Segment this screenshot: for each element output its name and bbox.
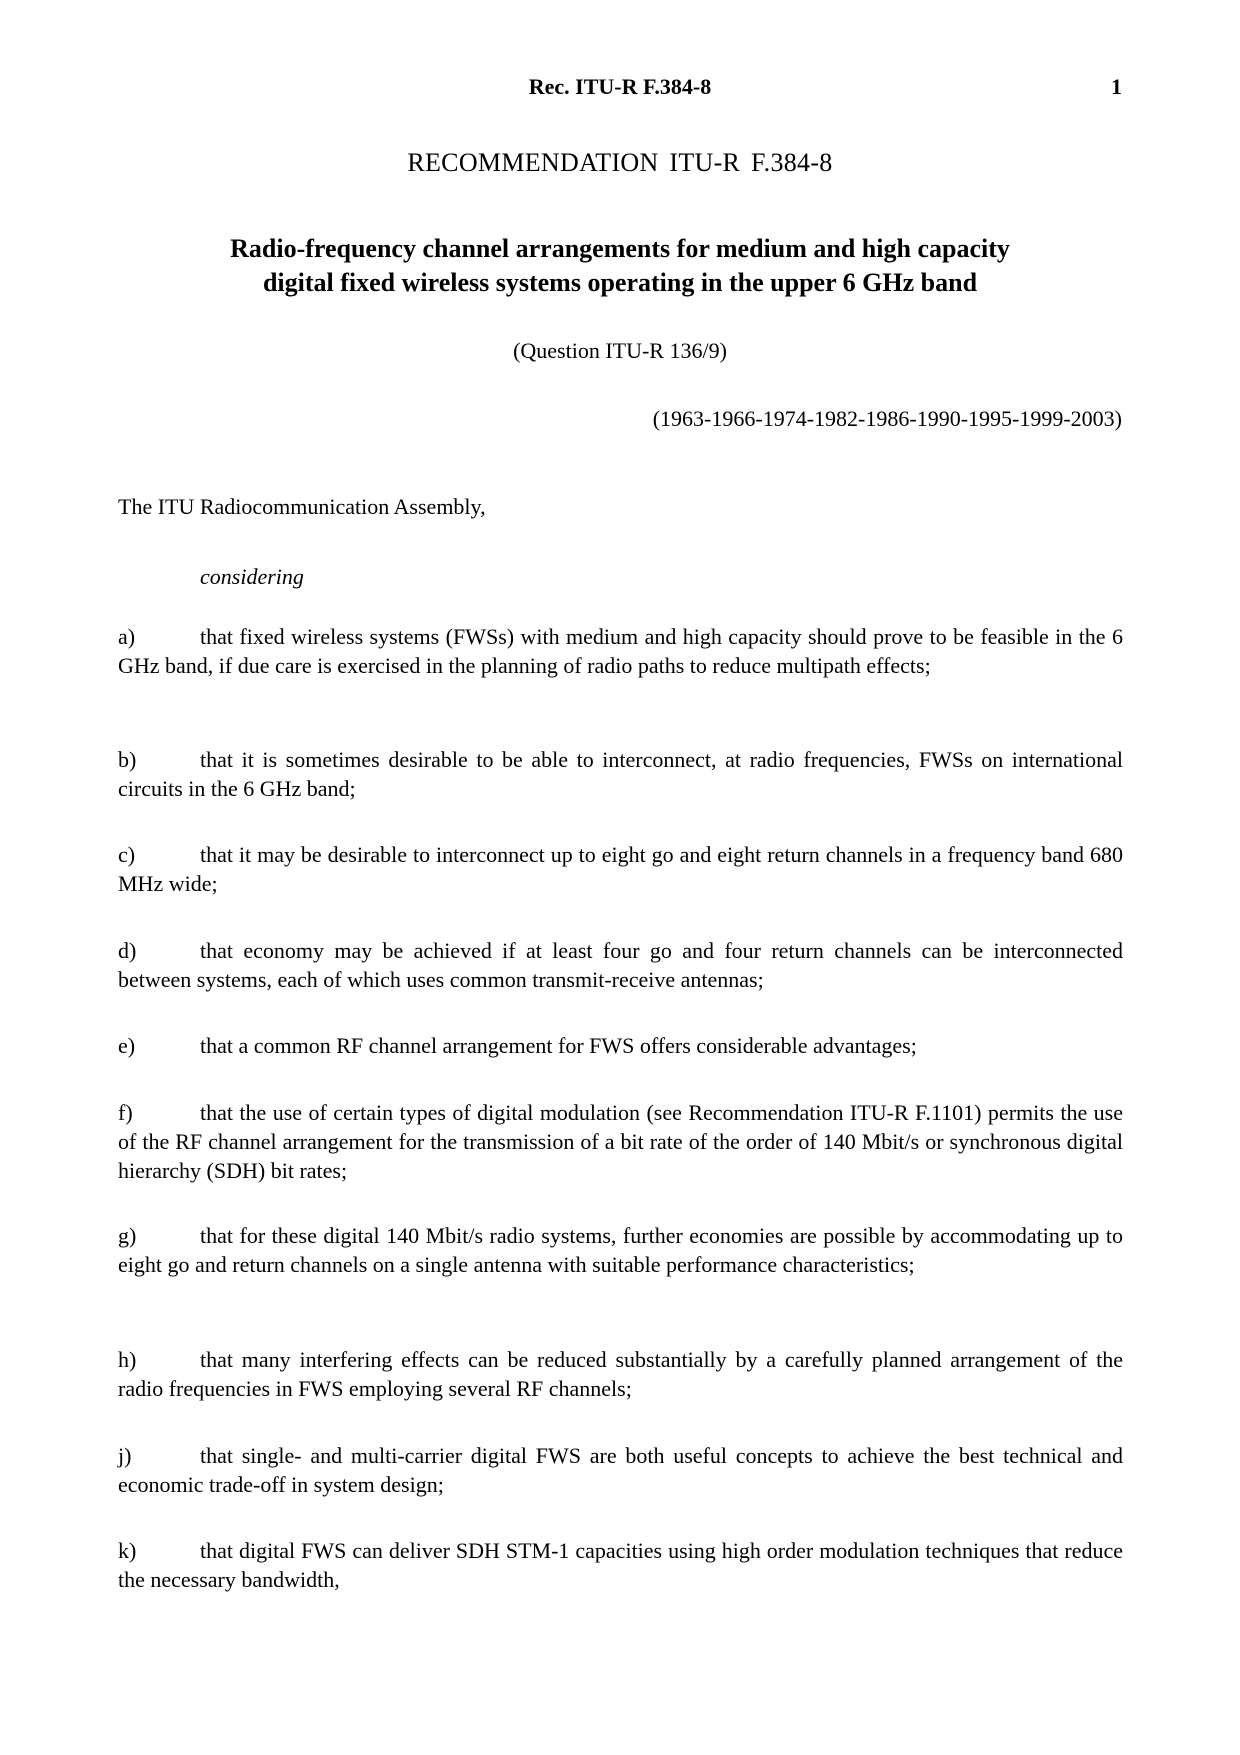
clause-letter: h)	[118, 1347, 137, 1372]
running-header	[0, 74, 1240, 104]
clause-letter: g)	[118, 1223, 137, 1248]
clause-letter: b)	[118, 747, 137, 772]
clause-letter: j)	[118, 1443, 132, 1468]
clause-k	[118, 1536, 1123, 1594]
clause-a	[118, 622, 1123, 680]
recommendation-title: RECOMMENDATION ITU-R F.384-8	[407, 148, 833, 177]
clause-text: that single- and multi-carrier digital FWS are both useful concepts to achieve the best technical and economic trade-off in system design;	[118, 1443, 1123, 1497]
clause-text: that the use of certain types of digital modulation (see Recommendation ITU-R F.1101) permits the use of the RF channel arrangement for the transmission of a bit rate of the order of 140 Mbit/s or synchronous digital hierarchy (SDH) bit rates;	[118, 1100, 1123, 1183]
assembly-preamble: The ITU Radiocommunication Assembly,	[118, 494, 486, 519]
clause-letter: c)	[118, 842, 136, 867]
clause-letter: e)	[118, 1033, 136, 1058]
clause-b	[118, 745, 1123, 803]
page-number: 1	[1111, 74, 1122, 99]
clause-g	[118, 1221, 1123, 1279]
title-line-2: digital fixed wireless systems operating in the upper 6 GHz band	[262, 268, 978, 297]
clause-letter: k)	[118, 1538, 137, 1563]
clause-e	[118, 1031, 1123, 1060]
clause-d	[118, 936, 1123, 994]
header-reference: Rec. ITU-R F.384-8	[528, 74, 712, 99]
question-reference: (Question ITU-R 136/9)	[513, 338, 727, 363]
clause-letter: f)	[118, 1100, 133, 1125]
clause-text: that fixed wireless systems (FWSs) with medium and high capacity should prove to be feasible in the 6 GHz band, if due care is exercised in the planning of radio paths to reduce multipath effects;	[118, 624, 1123, 678]
considering-heading: considering	[200, 564, 304, 589]
clause-j	[118, 1441, 1123, 1499]
clause-letter: a)	[118, 624, 136, 649]
title-line-1: Radio-frequency channel arrangements for medium and high capacity	[230, 234, 1010, 263]
revision-years: (1963-1966-1974-1982-1986-1990-1995-1999-2003)	[652, 406, 1122, 431]
clause-text: that economy may be achieved if at least four go and four return channels can be interconnected between systems, each of which uses common transmit-receive antennas;	[118, 938, 1123, 992]
clause-text: that it is sometimes desirable to be able to interconnect, at radio frequencies, FWSs on international circuits in the 6 GHz band;	[118, 747, 1123, 801]
clause-text: that it may be desirable to interconnect up to eight go and eight return channels in a frequency band 680 MHz wide;	[118, 842, 1123, 896]
clause-text: that for these digital 140 Mbit/s radio systems, further economies are possible by accommodating up to eight go and return channels on a single antenna with suitable performance characteristics;	[118, 1223, 1123, 1277]
clause-text: that digital FWS can deliver SDH STM-1 capacities using high order modulation techniques that reduce the necessary bandwidth,	[118, 1538, 1123, 1592]
clause-h	[118, 1345, 1123, 1403]
document-title	[120, 232, 1120, 300]
clause-c	[118, 840, 1123, 898]
clause-f	[118, 1098, 1123, 1185]
clause-letter: d)	[118, 938, 137, 963]
clause-text: that many interfering effects can be reduced substantially by a carefully planned arrangement of the radio frequencies in FWS employing several RF channels;	[118, 1347, 1123, 1401]
clause-text: that a common RF channel arrangement for FWS offers considerable advantages;	[200, 1033, 917, 1058]
